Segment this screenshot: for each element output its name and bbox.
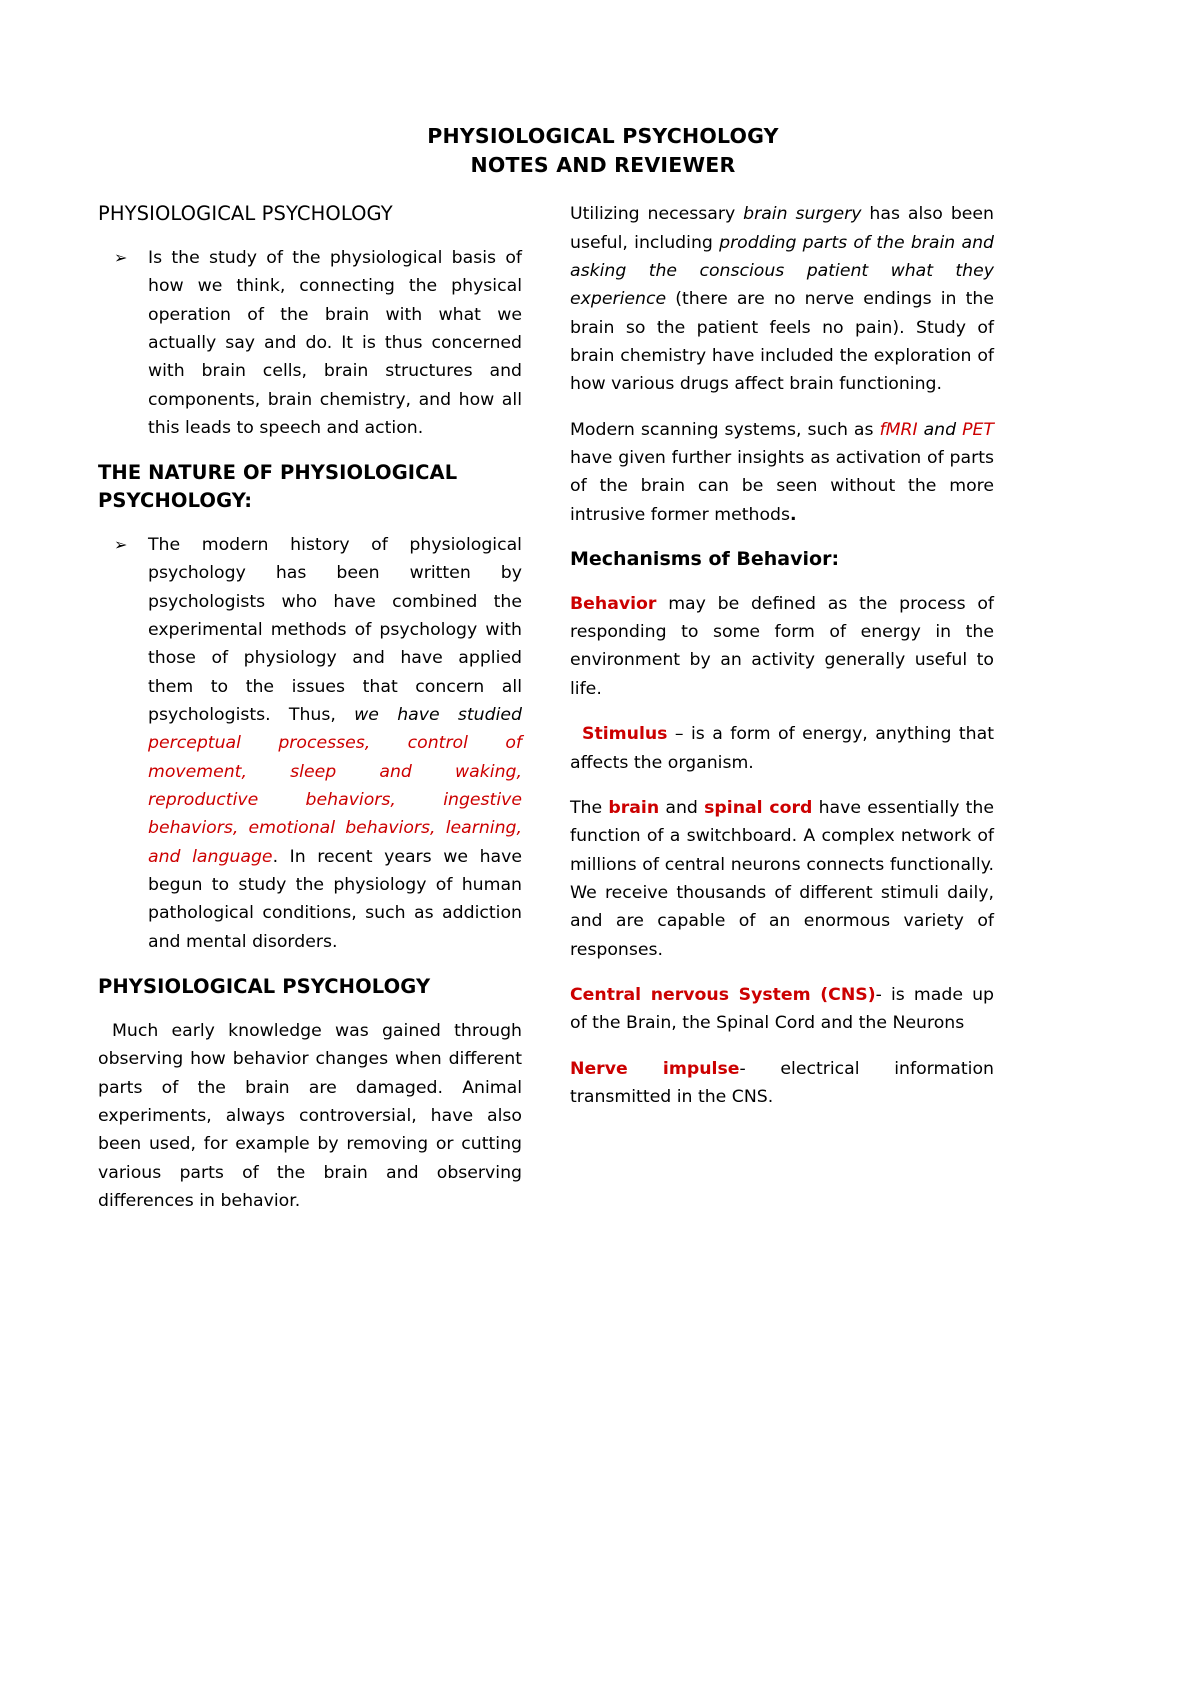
heading-mechanisms-of-behavior: Mechanisms of Behavior: [570,548,840,571]
paragraph-cns [570,981,994,1038]
paragraph-scanning-systems [570,416,994,529]
definition-behavior: may be defined as the process of responding to some form of energy in the environment by an activity generally useful to life. [570,593,994,699]
heading-physiological-psychology-1: PHYSIOLOGICAL PSYCHOLOGY [98,202,393,226]
paragraph-stimulus-definition [570,720,994,777]
heading-nature-of-physiological-psychology: THE NATURE OF PHYSIOLOGICAL PSYCHOLOGY: [98,461,458,513]
term-stimulus: Stimulus [582,724,668,745]
term-nerve-impulse: Nerve impulse [570,1058,740,1079]
paragraph-brain-surgery [570,200,994,399]
list-item-text-part-2: . In recent years we have begun to study the physiology of human pathological conditions, such as addiction and mental disorders. [148,846,522,952]
list-item-text-red-italic: perceptual processes, control of movement, sleep and waking, reproductive behaviors, ingestive behaviors, emotional behaviors, learning, and language [148,733,522,867]
paragraph-nerve-impulse [570,1055,994,1112]
page-title-line-2: NOTES AND REVIEWER [470,153,736,178]
arrow-bullet-icon: ➢ [114,534,128,554]
paragraph-brain-surgery-part-3: (there are no nerve endings in the brain so the patient feels no pain). Study of brain chemistry have included the exploration of how various drugs affect brain functioning. [570,289,994,395]
term-brain: brain [608,797,660,818]
paragraph-brain-surgery-italic-1: brain surgery [743,204,862,225]
right-column [570,200,994,1128]
list-item-text: Is the study of the physiological basis of how we think, connecting the physical operation of the brain with what we actually say and do. It is thus concerned with brain cells, brain structures and components, brain chemistry, and how all this leads to speech and action. [148,247,522,439]
definition-stimulus: – is a form of energy, anything that affects the organism. [570,724,994,773]
paragraph-brain-surgery-part-2: has also been useful, including [570,204,994,253]
term-central-nervous-system: Central nervous System (CNS) [570,985,876,1006]
term-spinal-cord: spinal cord [704,797,813,818]
list-item-text [148,531,522,956]
paragraph-brain-surgery-part-1: Utilizing necessary [570,204,744,225]
page-title [98,122,1108,180]
page-title-line-1: PHYSIOLOGICAL PSYCHOLOGY [427,124,779,148]
list-item [98,531,522,956]
heading-physiological-psychology-2: PHYSIOLOGICAL PSYCHOLOGY [98,975,431,999]
term-behavior: Behavior [570,593,657,614]
term-fmri: fMRI [879,419,918,440]
paragraph-switchboard-part-1: The [570,797,609,818]
two-column-body [98,200,1108,1232]
paragraph-early-knowledge: Much early knowledge was gained through observing how behavior changes when different parts of the brain are damaged. Animal experiments, always controversial, have also been used, for example by removing or cutting various parts of the brain and observing differences in behavior. [98,1020,522,1212]
term-pet: PET [962,419,994,440]
list-item-text-part-1: The modern history of physiological psychology has been written by psychologists who have combined the experimental methods of psychology with those of physiology and have applied them to the issues that concern all psychologists. Thus, [148,534,522,725]
paragraph-switchboard-part-2: and [659,797,705,818]
paragraph-switchboard [570,794,994,964]
list-item [98,244,522,443]
paragraph-scanning-part-2: have given further insights as activation of parts of the brain can be seen without the more intrusive former methods [570,448,994,525]
definition-cns: - is made up of the Brain, the Spinal Cord and the Neurons [570,985,994,1034]
paragraph-scanning-italic: and [917,419,963,440]
paragraph-behavior-definition [570,590,994,703]
paragraph-scanning-period: . [790,504,797,525]
paragraph-scanning-part-1: Modern scanning systems, such as [570,419,880,440]
paragraph-switchboard-part-3: have essentially the function of a switchboard. A complex network of millions of central neurons connects functionally. We receive thousands of different stimuli daily, and are capable of an enormous variety of responses. [570,797,995,960]
left-column [98,200,522,1232]
paragraph-brain-surgery-italic-2: prodding parts of the brain and asking the conscious patient what they experience [570,232,995,310]
definition-nerve-impulse: - electrical information transmitted in the CNS. [570,1058,994,1108]
arrow-bullet-icon: ➢ [114,247,128,267]
list-item-text-italic: we have studied [354,704,523,725]
